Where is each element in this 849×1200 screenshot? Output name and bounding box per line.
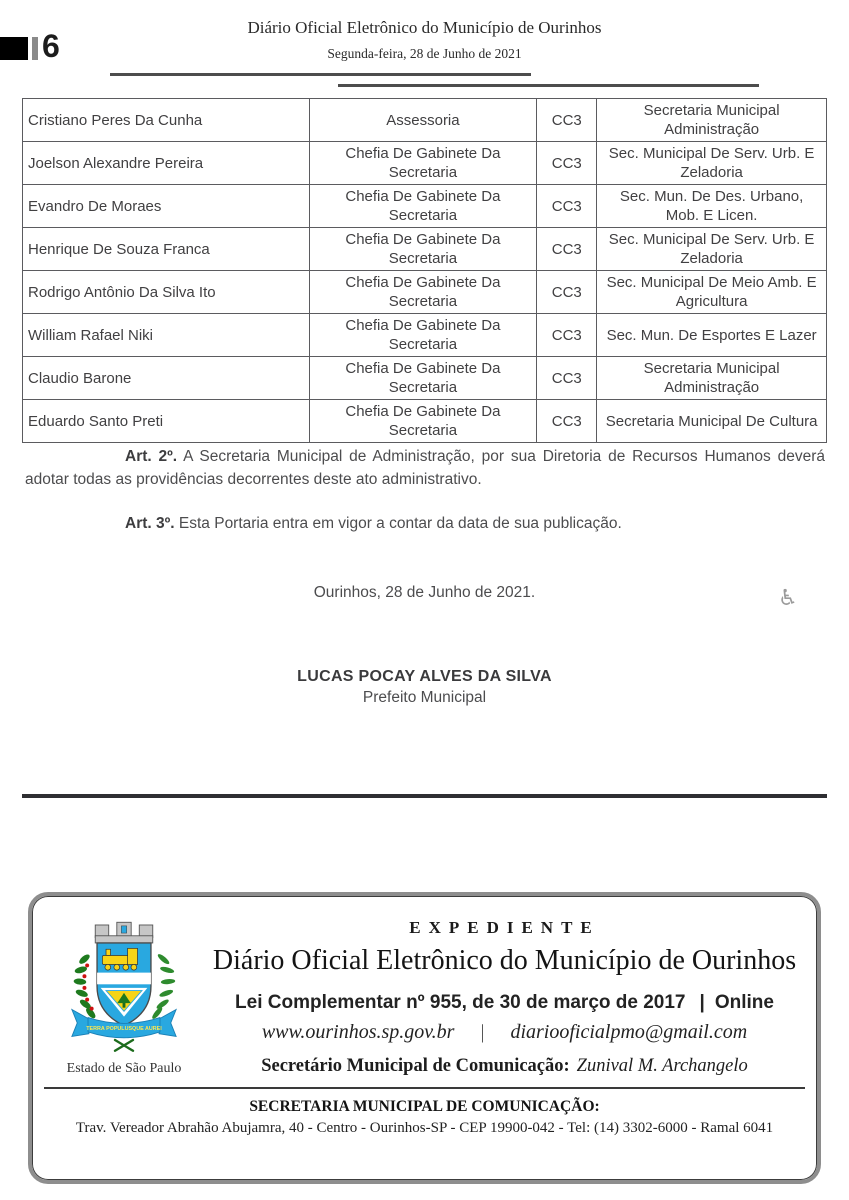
expediente-heading: EXPEDIENTE	[409, 918, 600, 937]
article-3-text: Esta Portaria entra em vigor a contar da data de sua publicação.	[178, 515, 622, 532]
expediente-footer	[32, 1098, 817, 1137]
cell-position: Assessoria	[309, 99, 537, 142]
cell-department: Sec. Municipal De Serv. Urb. E Zeladoria	[597, 228, 827, 271]
cell-department: Secretaria Municipal Administração	[597, 357, 827, 400]
cell-name: Claudio Barone	[23, 357, 310, 400]
cell-position: Chefia De Gabinete Da Secretaria	[309, 357, 537, 400]
cell-department: Sec. Mun. De Esportes E Lazer	[597, 314, 827, 357]
contact-separator: |	[480, 1021, 485, 1043]
coat-caption: Estado de São Paulo	[66, 1061, 182, 1076]
right-branch	[151, 953, 176, 1021]
online-label: Online	[714, 992, 774, 1013]
expediente-divider	[44, 1087, 805, 1089]
appointments-table	[22, 98, 827, 443]
cell-level: CC3	[537, 142, 597, 185]
expediente-crest-column	[42, 910, 206, 1077]
secretary-line	[206, 1056, 803, 1077]
ribbon-motto: TERRA POPULUSQUE AUREI	[86, 1026, 162, 1033]
cell-level: CC3	[537, 99, 597, 142]
accessibility-icon: ♿	[778, 586, 798, 611]
table-row	[23, 142, 827, 185]
cell-name: Joelson Alexandre Pereira	[23, 142, 310, 185]
left-branch	[73, 953, 97, 1020]
cell-position: Chefia De Gabinete Da Secretaria	[309, 400, 537, 443]
crossed-stems	[115, 1040, 133, 1051]
cell-department: Secretaria Municipal Administração	[597, 99, 827, 142]
cell-position: Chefia De Gabinete Da Secretaria	[309, 314, 537, 357]
website-text: www.ourinhos.sp.gov.br	[261, 1021, 455, 1043]
table-row	[23, 99, 827, 142]
table-row	[23, 400, 827, 443]
header-rule-left	[110, 73, 531, 76]
law-line	[206, 992, 803, 1014]
expediente-box	[28, 892, 821, 1184]
cell-department: Sec. Mun. De Des. Urbano, Mob. E Licen.	[597, 185, 827, 228]
cell-level: CC3	[537, 271, 597, 314]
expediente-text-column	[206, 910, 803, 1077]
article-2-label: Art. 2º.	[125, 448, 178, 465]
article-2-text: A Secretaria Municipal de Administração, por sua Diretoria de Recursos Humanos deverá adotar todas as providências decorrentes deste ato administrativo.	[25, 448, 825, 488]
email-text: diariooficialpmo@gmail.com	[510, 1021, 748, 1043]
table-row	[23, 357, 827, 400]
secretary-label: Secretário Municipal de Comunicação:	[261, 1056, 570, 1076]
cell-level: CC3	[537, 400, 597, 443]
cell-department: Secretaria Municipal De Cultura	[597, 400, 827, 443]
cell-position: Chefia De Gabinete Da Secretaria	[309, 185, 537, 228]
section-divider	[22, 794, 827, 798]
signature-block	[0, 668, 849, 707]
cell-name: Henrique De Souza Franca	[23, 228, 310, 271]
cell-level: CC3	[537, 228, 597, 271]
cell-level: CC3	[537, 314, 597, 357]
article-3-label: Art. 3º.	[125, 515, 175, 532]
table-row	[23, 185, 827, 228]
coat-of-arms-icon	[61, 916, 187, 1058]
mural-crown	[95, 922, 153, 943]
law-text: Lei Complementar nº 955, de 30 de março de 2017	[235, 992, 686, 1013]
signature-name: LUCAS POCAY ALVES DA SILVA	[297, 668, 552, 685]
cell-name: Rodrigo Antônio Da Silva Ito	[23, 271, 310, 314]
cell-level: CC3	[537, 357, 597, 400]
table-row	[23, 228, 827, 271]
contact-line	[206, 1021, 803, 1044]
cell-level: CC3	[537, 185, 597, 228]
footer-address: Trav. Vereador Abrahão Abujamra, 40 - Centro - Ourinhos-SP - CEP 19900-042 - Tel: (14) 3302-6000 - Ramal 6041	[75, 1120, 774, 1136]
signature-title: Prefeito Municipal	[362, 689, 487, 706]
article-2	[25, 445, 825, 491]
page-corner-bar	[32, 37, 38, 60]
header-rule-right	[338, 84, 759, 87]
expediente-main	[32, 896, 817, 1083]
cell-position: Chefia De Gabinete Da Secretaria	[309, 271, 537, 314]
cell-position: Chefia De Gabinete Da Secretaria	[309, 142, 537, 185]
table-row	[23, 314, 827, 357]
footer-heading: SECRETARIA MUNICIPAL DE COMUNICAÇÃO:	[249, 1098, 600, 1115]
secretary-name: Zunival M. Archangelo	[576, 1056, 748, 1076]
cell-name: Evandro De Moraes	[23, 185, 310, 228]
cell-department: Sec. Municipal De Meio Amb. E Agricultura	[597, 271, 827, 314]
masthead-title: Diário Oficial Eletrônico do Município de Ourinhos	[247, 18, 602, 37]
expediente-title: Diário Oficial Eletrônico do Município de Ourinhos	[212, 945, 797, 976]
cell-department: Sec. Municipal De Serv. Urb. E Zeladoria	[597, 142, 827, 185]
table-row	[23, 271, 827, 314]
dateline: Ourinhos, 28 de Junho de 2021.	[313, 584, 536, 601]
articles-section	[25, 445, 825, 535]
masthead-date: Segunda-feira, 28 de Junho de 2021	[327, 46, 522, 61]
page-corner-block	[0, 37, 28, 60]
cell-position: Chefia De Gabinete Da Secretaria	[309, 228, 537, 271]
article-3	[25, 512, 825, 535]
page-number: 6	[42, 28, 60, 64]
cell-name: Cristiano Peres Da Cunha	[23, 99, 310, 142]
law-separator: |	[699, 992, 705, 1013]
cell-name: William Rafael Niki	[23, 314, 310, 357]
cell-name: Eduardo Santo Preti	[23, 400, 310, 443]
